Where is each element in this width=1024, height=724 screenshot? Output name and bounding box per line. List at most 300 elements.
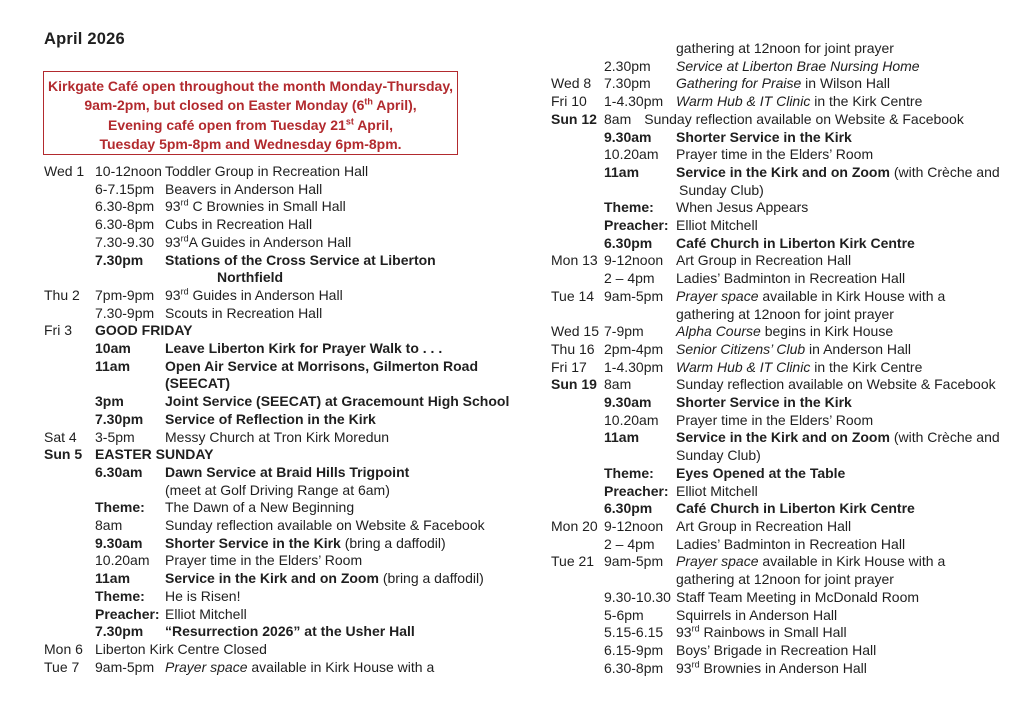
time-label: 2.30pm [604, 57, 651, 74]
notice-line [44, 135, 457, 154]
event-description [676, 412, 873, 430]
day-label [44, 411, 95, 429]
time-label: 9.30-10.30 [604, 588, 671, 605]
day-label [551, 447, 604, 465]
day-label: Sat 4 [44, 428, 77, 445]
event-description [676, 376, 996, 394]
event-description [676, 571, 894, 589]
day-label [44, 535, 95, 553]
text-run: Eyes Opened at the Table [676, 464, 846, 481]
calendar-row [551, 182, 1021, 200]
calendar-row [44, 358, 520, 376]
calendar-row [44, 322, 520, 340]
time-label [604, 447, 676, 465]
day-label: Tue 14 [551, 287, 595, 304]
day-label [551, 607, 604, 625]
calendar-row [551, 660, 1021, 678]
event-description [676, 58, 920, 76]
calendar-row [44, 570, 520, 588]
event-description [676, 518, 851, 536]
time-label: 6-7.15pm [95, 180, 155, 197]
event-description [676, 642, 876, 660]
text-run: Elliot Mitchell [165, 605, 247, 622]
time-label [604, 306, 676, 324]
event-description [165, 287, 343, 305]
text-run: “Resurrection 2026” at the Usher Hall [165, 623, 415, 640]
text-run: Toddler Group in Recreation Hall [165, 163, 369, 179]
day-label [44, 358, 95, 376]
event-description [165, 252, 436, 270]
calendar-row [551, 129, 1021, 147]
text-run: 93 [165, 233, 181, 250]
calendar-row [551, 146, 1021, 164]
event-description [165, 570, 484, 588]
event-description [165, 181, 322, 199]
event-description [165, 358, 478, 376]
event-description [95, 641, 267, 659]
text-run: in Anderson Hall [805, 340, 912, 357]
calendar-row [551, 447, 1021, 465]
day-label [551, 429, 604, 447]
day-label [44, 570, 95, 588]
calendar-row [551, 164, 1021, 182]
time-label: 11am [604, 429, 640, 446]
calendar-row [551, 341, 1021, 359]
event-description [644, 111, 964, 129]
time-label [95, 375, 165, 393]
text-run: Gathering for Praise [676, 75, 802, 92]
text-run: Boys’ Brigade in Recreation Hall [676, 641, 877, 658]
text-run: Sunday reflection available on Website & Facebook [676, 376, 996, 393]
time-label: 1-4.30pm [604, 93, 664, 110]
event-description [676, 40, 894, 58]
event-description [165, 429, 389, 447]
day-label: Mon 13 [551, 252, 598, 269]
time-label: 6.30pm [604, 500, 653, 517]
text-run: GOOD FRIDAY [95, 322, 193, 339]
calendar-row [44, 305, 520, 323]
text-run: Prayer space [676, 553, 759, 570]
text-run: When Jesus Appears [676, 199, 809, 216]
time-label: 9am-5pm [95, 658, 155, 675]
text-run: in the Kirk Centre [810, 93, 923, 110]
text-run: Dawn Service at Braid Hills Trigpoint [165, 463, 410, 480]
text-run: Art Group in Recreation Hall [676, 517, 852, 534]
calendar-row [551, 288, 1021, 306]
time-label [604, 571, 676, 589]
time-label: 3-5pm [95, 428, 135, 445]
event-description [676, 429, 1000, 447]
time-label: 10.20am [604, 411, 659, 428]
day-label: Fri 3 [44, 322, 72, 339]
text-run: Joint Service (SEECAT) at Gracemount High School [165, 393, 510, 410]
day-label: Tue 21 [551, 553, 595, 570]
day-label [44, 482, 95, 500]
time-label: Theme: [95, 499, 145, 516]
day-label: Thu 16 [551, 340, 595, 357]
text-run: Prayer time in the Elders’ Room [165, 552, 363, 569]
day-label [551, 217, 604, 235]
calendar-row [551, 58, 1021, 76]
event-description [165, 517, 485, 535]
calendar-row [44, 606, 520, 624]
event-description [165, 163, 368, 181]
time-label: 7.30-9.30 [95, 233, 155, 250]
day-label [551, 589, 604, 607]
day-label: Sun 19 [551, 376, 597, 393]
time-label: 6.30-8pm [604, 659, 664, 676]
text-run: (SEECAT) [165, 375, 231, 392]
day-label [44, 305, 95, 323]
event-description [165, 340, 442, 358]
time-label: 7pm-9pm [95, 286, 155, 303]
calendar-row [551, 465, 1021, 483]
event-description [165, 198, 346, 216]
text-run: Evening café open from Tuesday 21 [108, 116, 346, 133]
time-label: 9-12noon [604, 252, 664, 269]
text-run: 93 [676, 624, 692, 641]
text-run: available in Kirk House with a [247, 658, 435, 675]
day-label [551, 270, 604, 288]
text-run: in the Kirk Centre [810, 358, 923, 375]
day-label [44, 552, 95, 570]
day-label [551, 182, 604, 200]
superscript-text: th [364, 96, 373, 107]
day-label [44, 252, 95, 270]
calendar-row [551, 483, 1021, 501]
time-label: 5-6pm [604, 606, 644, 623]
event-description [165, 375, 230, 393]
event-description [676, 306, 894, 324]
superscript-text: rd [180, 286, 189, 297]
calendar-row [44, 641, 520, 659]
text-run: Sunday reflection available on Website & Facebook [644, 110, 964, 127]
event-description [676, 483, 758, 501]
text-run: Stations of the Cross Service at Liberton [165, 251, 436, 268]
text-run: Senior Citizens’ Club [676, 340, 806, 357]
text-run: The Dawn of a New Beginning [165, 499, 355, 516]
text-run: Art Group in Recreation Hall [676, 252, 852, 269]
calendar-row [44, 411, 520, 429]
time-label [95, 269, 165, 287]
event-description [676, 341, 911, 359]
text-run: Shorter Service in the Kirk [676, 128, 852, 145]
calendar-row [44, 234, 520, 252]
event-description [676, 536, 905, 554]
calendar-row [44, 482, 520, 500]
event-description [165, 606, 247, 624]
time-label: 9am-5pm [604, 553, 664, 570]
calendar-row [551, 199, 1021, 217]
calendar-row [44, 393, 520, 411]
text-run: begins in Kirk House [760, 323, 894, 340]
time-label: Theme: [604, 199, 654, 216]
time-label: 1-4.30pm [604, 358, 664, 375]
text-run: Service in the Kirk and on Zoom [676, 163, 890, 180]
calendar-row [551, 75, 1021, 93]
calendar-row [551, 111, 1021, 129]
time-label: 6.30am [95, 463, 143, 480]
time-label: 7.30-9pm [95, 304, 155, 321]
text-run: Café Church in Liberton Kirk Centre [676, 234, 915, 251]
day-label: Wed 1 [44, 163, 85, 179]
event-description [676, 129, 852, 147]
time-label: 9-12noon [604, 517, 664, 534]
text-run: Guides in Anderson Hall [188, 286, 343, 303]
day-label: Tue 7 [44, 658, 80, 675]
calendar-column-right [551, 40, 1021, 677]
calendar-row [44, 517, 520, 535]
calendar-row [44, 535, 520, 553]
text-run: Leave Liberton Kirk for Prayer Walk to . . . [165, 340, 443, 357]
time-label: 2pm-4pm [604, 340, 664, 357]
calendar-row [44, 340, 520, 358]
day-label: Thu 2 [44, 286, 80, 303]
time-label: 7.30pm [95, 251, 144, 268]
day-label [551, 412, 604, 430]
event-description [165, 552, 362, 570]
day-label [551, 571, 604, 589]
text-run: Prayer time in the Elders’ Room [676, 411, 874, 428]
text-run: Open Air Service at Morrisons, Gilmerton Road [165, 357, 478, 374]
calendar-column-left [44, 163, 520, 676]
time-label: 9am-5pm [604, 287, 664, 304]
day-label [44, 623, 95, 641]
time-label: 9.30am [604, 394, 652, 411]
time-label: 10.20am [604, 146, 659, 163]
text-run: Cubs in Recreation Hall [165, 216, 313, 233]
event-description [165, 659, 434, 677]
calendar-row [551, 412, 1021, 430]
event-description [676, 553, 945, 571]
time-label: 11am [95, 357, 131, 374]
event-description [165, 216, 312, 234]
event-description [165, 393, 509, 411]
text-run: (bring a daffodil) [378, 570, 484, 587]
text-run: Café Church in Liberton Kirk Centre [676, 500, 915, 517]
text-run: Shorter Service in the Kirk [165, 534, 341, 551]
event-description [165, 482, 390, 500]
text-run: Shorter Service in the Kirk [676, 394, 852, 411]
time-label: 9.30am [604, 128, 652, 145]
event-description [95, 446, 214, 464]
event-description [676, 146, 873, 164]
event-description [165, 588, 240, 606]
superscript-text: st [345, 115, 354, 126]
text-run: (with Crèche and [889, 429, 1000, 446]
calendar-row [551, 553, 1021, 571]
calendar-row [551, 624, 1021, 642]
day-label [44, 499, 95, 517]
calendar-row [551, 571, 1021, 589]
calendar-row [551, 607, 1021, 625]
event-description [676, 217, 758, 235]
time-label: 7.30pm [604, 75, 651, 92]
calendar-row [551, 429, 1021, 447]
text-run: He is Risen! [165, 587, 241, 604]
day-label [44, 517, 95, 535]
day-label [44, 588, 95, 606]
day-label [44, 393, 95, 411]
calendar-row [551, 270, 1021, 288]
superscript-text: rd [180, 233, 189, 244]
day-label [551, 164, 604, 182]
day-label [551, 465, 604, 483]
superscript-text: rd [180, 197, 189, 208]
time-label: 7-9pm [604, 323, 644, 340]
text-run: Ladies’ Badminton in Recreation Hall [676, 535, 906, 552]
day-label [44, 198, 95, 216]
event-description [676, 624, 847, 642]
text-run: 93 [165, 198, 181, 215]
time-label: 6.15-9pm [604, 641, 664, 658]
text-run: (bring a daffodil) [340, 534, 446, 551]
event-description [676, 607, 837, 625]
calendar-row [551, 589, 1021, 607]
text-run: April), [372, 97, 417, 114]
day-label [44, 464, 95, 482]
text-run: available in Kirk House with a [758, 287, 946, 304]
time-label: 2 – 4pm [604, 535, 655, 552]
calendar-row [44, 252, 520, 270]
text-run: available in Kirk House with a [758, 553, 946, 570]
day-label [551, 624, 604, 642]
event-description [165, 623, 415, 641]
text-run: Service in the Kirk and on Zoom [165, 570, 379, 587]
event-description [676, 500, 915, 518]
time-label: 9.30am [95, 534, 143, 551]
time-label: 6.30pm [604, 234, 653, 251]
event-description [676, 235, 915, 253]
calendar-row [44, 552, 520, 570]
calendar-row [44, 198, 520, 216]
calendar-row [44, 588, 520, 606]
calendar-row [551, 252, 1021, 270]
text-run: Messy Church at Tron Kirk Moredun [165, 428, 390, 445]
time-label: 8am [604, 376, 632, 393]
event-description [676, 164, 1000, 182]
time-label: 7.30pm [95, 410, 144, 427]
day-label: Mon 20 [551, 517, 598, 534]
text-run: Tuesday 5pm-8pm and Wednesday 6pm-8pm. [99, 135, 402, 152]
day-label [551, 642, 604, 660]
time-label: 6.30-8pm [95, 216, 155, 233]
day-label [551, 199, 604, 217]
time-label: 7.30pm [95, 623, 144, 640]
day-label: Fri 17 [551, 358, 587, 375]
day-label [551, 306, 604, 324]
notice-line [44, 96, 457, 115]
text-run: gathering at 12noon for joint prayer [676, 305, 894, 322]
text-run: (with Crèche and [889, 163, 1000, 180]
text-run: gathering at 12noon for joint prayer [676, 571, 894, 588]
text-run: A Guides in Anderson Hall [188, 233, 352, 250]
calendar-row [551, 40, 1021, 58]
text-run: Elliot Mitchell [676, 217, 758, 234]
event-description [676, 93, 922, 111]
text-run: EASTER SUNDAY [95, 446, 214, 463]
calendar-row [551, 306, 1021, 324]
day-label [551, 483, 604, 501]
event-description [676, 589, 919, 607]
day-label [551, 58, 604, 76]
time-label: Theme: [95, 587, 145, 604]
calendar-row [44, 163, 520, 181]
text-run: Staff Team Meeting in McDonald Room [676, 588, 920, 605]
calendar-row [44, 659, 520, 677]
text-run: Elliot Mitchell [676, 482, 758, 499]
day-label [44, 234, 95, 252]
time-label: 11am [95, 570, 131, 587]
text-run: 9am-2pm, but closed on Easter Monday (6 [84, 97, 365, 114]
day-label: Wed 15 [551, 323, 599, 340]
event-description [165, 234, 351, 252]
calendar-row [44, 216, 520, 234]
event-description [676, 288, 945, 306]
text-run: C Brownies in Small Hall [188, 198, 346, 215]
day-label [44, 375, 95, 393]
text-run: Kirkgate Café open throughout the month Monday-Thursday, [48, 78, 453, 94]
text-run: (meet at Golf Driving Range at 6am) [165, 481, 390, 498]
day-label [551, 394, 604, 412]
event-description [676, 394, 852, 412]
time-label [604, 182, 676, 200]
event-description [165, 499, 354, 517]
calendar-row [551, 500, 1021, 518]
event-description [165, 305, 322, 323]
text-run: Service of Reflection in the Kirk [165, 410, 376, 427]
text-run: Prayer space [165, 658, 248, 675]
day-label [44, 606, 95, 624]
text-run: Warm Hub & IT Clinic [676, 93, 811, 110]
calendar-row [551, 235, 1021, 253]
time-label: 2 – 4pm [604, 270, 655, 287]
time-label: 10.20am [95, 552, 150, 569]
text-run: Service in the Kirk and on Zoom [676, 429, 890, 446]
time-label: 11am [604, 163, 640, 180]
calendar-row [44, 446, 520, 464]
event-description [679, 182, 764, 200]
calendar-row [551, 323, 1021, 341]
calendar-row [551, 93, 1021, 111]
superscript-text: rd [691, 658, 700, 669]
time-label: 10am [95, 340, 131, 357]
event-description [676, 323, 893, 341]
event-description [676, 270, 905, 288]
text-run: gathering at 12noon for joint prayer [676, 40, 894, 56]
event-description [676, 252, 851, 270]
time-label: Theme: [604, 464, 654, 481]
text-run: Squirrels in Anderson Hall [676, 606, 838, 623]
time-label: 8am [95, 517, 123, 534]
day-label [551, 536, 604, 554]
event-description [95, 322, 193, 340]
text-run: Scouts in Recreation Hall [165, 304, 323, 321]
calendar-row [551, 394, 1021, 412]
cafe-notice-box [43, 71, 458, 155]
day-label [551, 235, 604, 253]
day-label [551, 146, 604, 164]
calendar-row [551, 642, 1021, 660]
event-description [676, 660, 867, 678]
time-label [95, 482, 165, 500]
text-run: Brownies in Anderson Hall [699, 659, 867, 676]
calendar-row [44, 623, 520, 641]
text-run: Sunday Club) [679, 181, 764, 198]
text-run: Prayer time in the Elders’ Room [676, 146, 874, 163]
event-description [676, 465, 845, 483]
day-label: Wed 8 [551, 75, 592, 92]
